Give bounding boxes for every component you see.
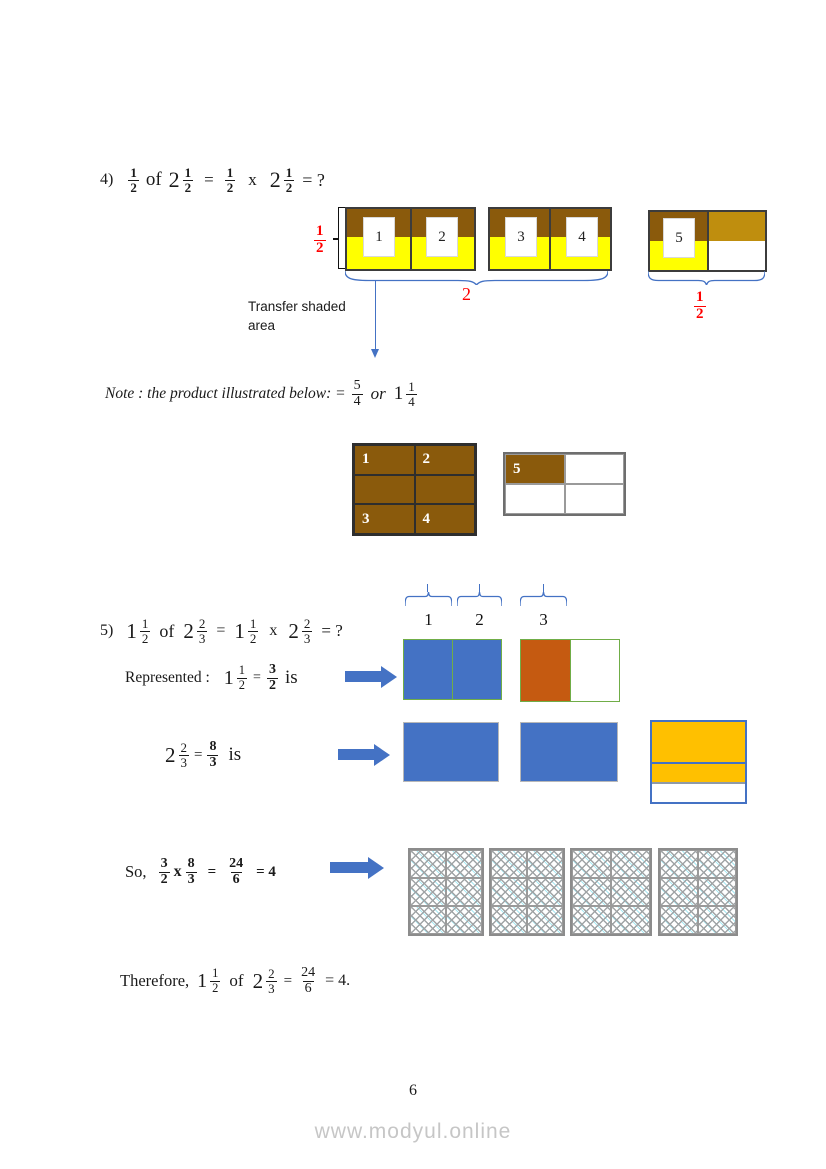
product-grid-shaded: [352, 443, 477, 536]
problem5-equation: [100, 611, 343, 651]
three-halves-rect-1-2: [403, 639, 502, 700]
represented-row: [125, 658, 298, 698]
hatched-cell: [611, 850, 650, 878]
equals-sign: =: [204, 170, 214, 189]
fraction-one-half: $\frac{1}{2}$: [238, 663, 246, 692]
hatched-cell: [698, 850, 736, 878]
brace-label-two: 2: [462, 284, 471, 304]
mixed-whole: 1: [197, 969, 208, 992]
so-row: [125, 850, 276, 894]
question-result: = ?: [302, 169, 325, 190]
fraction-two-thirds: $\frac{2}{3}$: [198, 615, 206, 646]
hatched-cell: [527, 906, 563, 934]
problem5-number: 5): [100, 622, 114, 639]
hatched-cell: [572, 878, 611, 906]
mixed-whole: 2: [252, 968, 264, 993]
product-grid-remainder: [503, 452, 626, 516]
fraction-two-thirds: $\frac{2}{3}$: [268, 965, 275, 996]
brace-label-3: 3: [539, 610, 548, 629]
times-sign: x: [269, 622, 278, 639]
hatched-grid-3: [570, 848, 652, 936]
fraction-one-half: $\frac{1}{2}$: [130, 164, 137, 195]
brace-stem: [427, 584, 428, 592]
hatched-cell: [446, 906, 482, 934]
third-shaded: [652, 764, 745, 784]
grid-cell: 4: [415, 504, 476, 534]
hatched-cell: [572, 850, 611, 878]
hatched-grid-4: [658, 848, 738, 936]
grid-cell: 2: [415, 445, 476, 475]
grid-cell: [565, 454, 625, 484]
down-arrow: [375, 280, 376, 350]
under-brace-two-wholes: [345, 271, 608, 285]
mixed-whole: 1: [393, 383, 404, 404]
hatched-cell: [611, 878, 650, 906]
hatched-cell: [446, 878, 482, 906]
hatched-cell: [660, 906, 698, 934]
hatched-cell: [446, 850, 482, 878]
hatched-cell: [491, 850, 527, 878]
problem4-equation: [100, 160, 325, 200]
whole-rect-blue-2: [520, 722, 618, 782]
brace-stem: [543, 584, 544, 592]
right-arrow: [345, 671, 381, 682]
page-number: 6: [409, 1082, 417, 1099]
hatched-cell: [410, 850, 446, 878]
gold-half: [709, 212, 766, 241]
equals-sign: =: [207, 863, 217, 880]
fraction-one-half: $\frac{1}{2}$: [249, 615, 257, 646]
fraction-eight-thirds: $\frac{8}{3}$: [209, 738, 217, 770]
two-thirds-rect: [650, 720, 747, 804]
hatched-cell: [660, 850, 698, 878]
unit-label-box: 5: [663, 218, 695, 258]
hatched-grid-2: [489, 848, 565, 936]
fraction-two-thirds: $\frac{2}{3}$: [180, 739, 187, 770]
hatched-cell: [611, 906, 650, 934]
mixed-whole: 1: [234, 618, 245, 643]
therefore-label: Therefore,: [120, 971, 190, 990]
fraction-eight-thirds: $\frac{8}{3}$: [187, 855, 195, 887]
over-brace-1: [405, 592, 452, 606]
equals-sign: =: [283, 972, 293, 989]
mixed-whole: 2: [288, 618, 299, 643]
fraction-two-thirds: $\frac{2}{3}$: [303, 615, 311, 646]
mixed-whole: 1: [126, 618, 137, 643]
fraction-one-half: $\frac{1}{2}$: [226, 164, 234, 195]
hatched-cell: [491, 906, 527, 934]
therefore-row: [120, 960, 350, 1002]
or-word: or: [370, 384, 386, 403]
fraction-one-half: $\frac{1}{2}$: [141, 615, 149, 646]
so-label: So,: [125, 862, 147, 881]
note-text: Note : the product illustrated below: =: [105, 385, 346, 402]
grid-cell: 3: [354, 504, 415, 534]
grid-cell: [505, 484, 565, 514]
unit-label-box: 2: [426, 217, 458, 257]
unit-label-box: 1: [363, 217, 395, 257]
whole-number: 2: [269, 167, 281, 192]
whole-number: 2: [168, 167, 180, 192]
hatched-cell: [660, 878, 698, 906]
eight-thirds-row: [165, 733, 241, 777]
fraction-twentyfour-sixths: $\frac{24}{6}$: [301, 964, 316, 996]
whole-rect-blue-1: [403, 722, 499, 782]
unit-label-box: 3: [505, 217, 537, 257]
of-word: of: [145, 169, 162, 190]
hatched-cell: [491, 878, 527, 906]
half-empty: [570, 640, 620, 701]
over-brace-2: [457, 592, 502, 606]
brace-label-1: 1: [424, 610, 433, 629]
equals-sign: =: [194, 746, 203, 763]
is-word: is: [228, 744, 242, 765]
equals-sign: =: [216, 622, 226, 639]
is-word: is: [284, 667, 298, 688]
result-four: = 4.: [325, 972, 351, 989]
hatched-grid-1: [408, 848, 484, 936]
under-brace-half: [648, 271, 765, 285]
fraction-three-halves: $\frac{3}{2}$: [160, 855, 168, 887]
unit-label-box: 4: [566, 217, 598, 257]
left-bracket: [338, 207, 345, 269]
grid-cell: 1: [354, 445, 415, 475]
mixed-whole: 1: [223, 666, 234, 689]
over-brace-3: [520, 592, 567, 606]
fraction-twentyfour-sixths: $\frac{24}{6}$: [229, 855, 244, 887]
hatched-cell: [410, 906, 446, 934]
hatched-cell: [698, 878, 736, 906]
of-word: of: [229, 971, 244, 990]
transfer-note-line2: area: [248, 318, 276, 333]
grid-cell: [565, 484, 625, 514]
note-line: [105, 378, 417, 410]
white-half: [709, 241, 766, 270]
grid-cell: [354, 475, 415, 505]
right-arrow: [338, 749, 374, 760]
times-sign: x: [173, 863, 182, 880]
transfer-note: [248, 297, 346, 335]
fraction-one-half: $\frac{1}{2}$: [184, 164, 192, 195]
empty-half-unit: [707, 212, 766, 270]
fraction-one-fourth: $\frac{1}{4}$: [408, 378, 415, 409]
mixed-whole: 2: [183, 618, 194, 643]
third-empty: [652, 784, 745, 802]
third-shaded: [652, 722, 745, 764]
watermark: www.modyul.online: [314, 1120, 512, 1143]
brace-stem: [479, 584, 480, 592]
fraction-three-halves: $\frac{3}{2}$: [268, 661, 276, 693]
equals-sign: =: [253, 670, 261, 685]
represented-label: Represented :: [125, 669, 210, 686]
result-four: = 4: [256, 863, 276, 880]
grid-cell-shaded: 5: [505, 454, 565, 484]
times-sign: x: [248, 170, 257, 189]
of-word: of: [159, 620, 175, 641]
fraction-one-half: $\frac{1}{2}$: [285, 164, 293, 195]
problem4-number: 4): [100, 171, 114, 188]
grid-cell: [415, 475, 476, 505]
hatched-cell: [698, 906, 736, 934]
hatched-cell: [572, 906, 611, 934]
hatched-cell: [527, 850, 563, 878]
fraction-five-fourths: $\frac{5}{4}$: [353, 377, 361, 409]
half-1: [404, 640, 452, 699]
mixed-whole: 2: [165, 742, 176, 767]
question-result: = ?: [321, 621, 343, 640]
transfer-note-line1: Transfer shaded: [248, 299, 346, 314]
half-3-shaded: [521, 640, 570, 701]
hatched-cell: [410, 878, 446, 906]
brace-label-2: 2: [475, 610, 484, 629]
three-halves-rect-3: [520, 639, 620, 702]
right-arrow: [330, 862, 368, 873]
hatched-cell: [527, 878, 563, 906]
side-label-one-half: $\frac{1}{2}$: [316, 223, 324, 256]
fraction-one-half: $\frac{1}{2}$: [212, 966, 219, 995]
brace-label-one-half: $\frac{1}{2}$: [696, 289, 704, 322]
half-2: [452, 640, 501, 699]
